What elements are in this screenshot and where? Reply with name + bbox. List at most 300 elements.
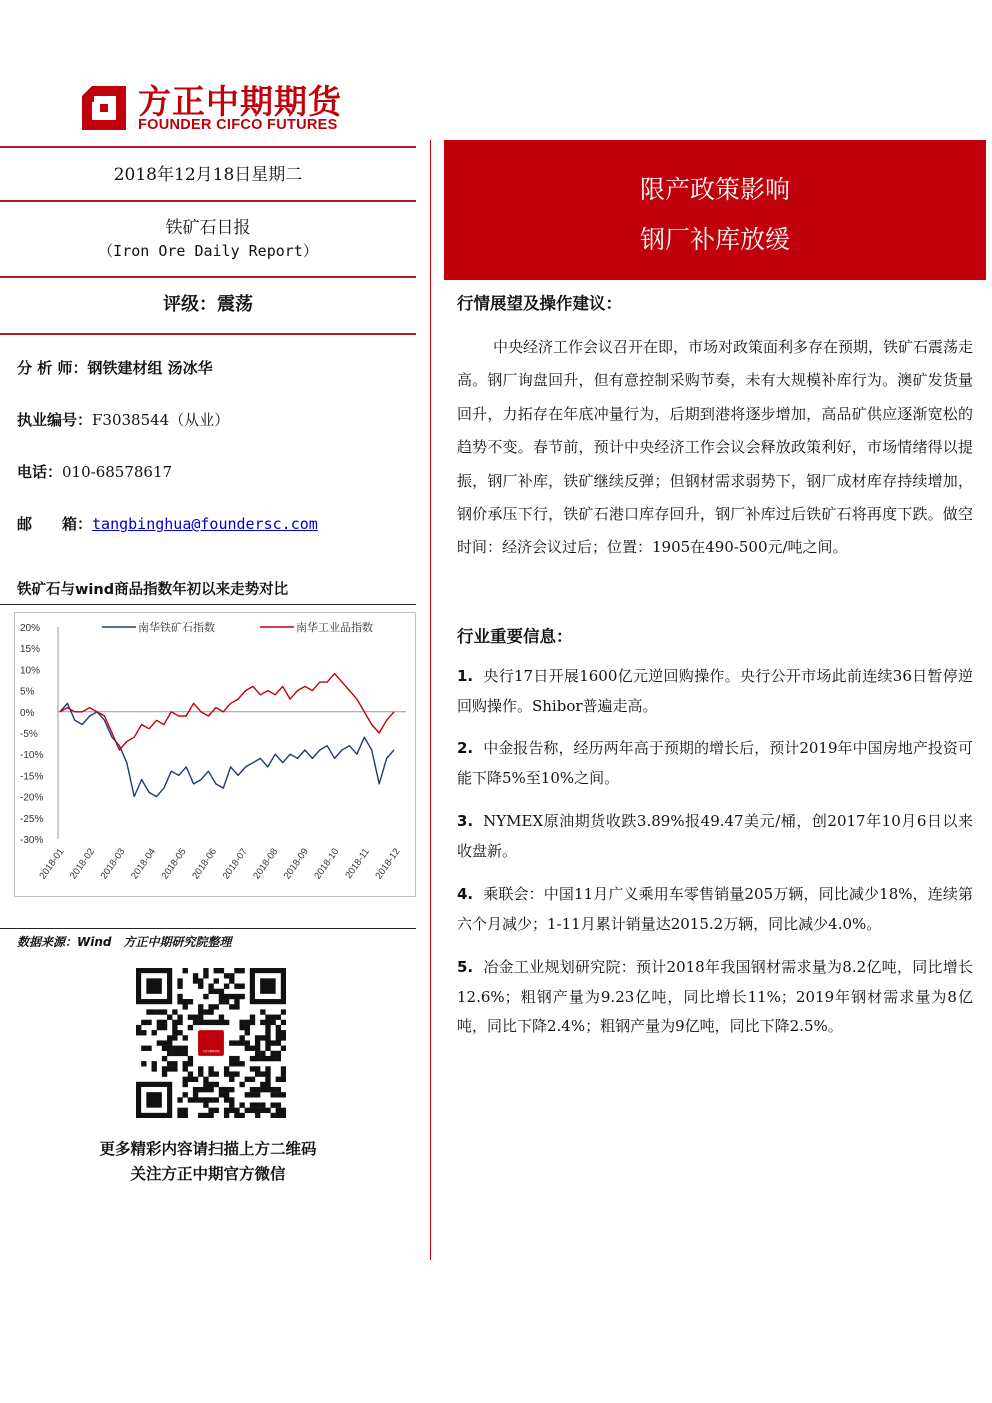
qr-module <box>265 1046 270 1051</box>
qr-module <box>208 1071 213 1076</box>
qr-module <box>141 1061 146 1066</box>
rating: 评级：震荡 <box>163 294 253 315</box>
qr-module <box>229 978 234 983</box>
qr-module <box>157 1009 162 1014</box>
qr-module <box>239 1102 244 1107</box>
qr-module <box>172 1051 177 1056</box>
qr-module <box>239 984 244 989</box>
qr-module <box>177 1046 182 1051</box>
qr-module <box>224 1020 229 1025</box>
y-tick-label: -30% <box>20 835 44 846</box>
x-tick-label: 2018-04 <box>129 846 159 882</box>
qr-module <box>265 1040 270 1045</box>
qr-module <box>203 1087 208 1092</box>
qr-module <box>162 1040 167 1045</box>
x-tick-label: 2018-11 <box>343 846 372 881</box>
brand-name-en: FOUNDER CIFCO FUTURES <box>138 117 338 133</box>
qr-module <box>265 1071 270 1076</box>
qr-module <box>198 978 203 983</box>
news-number: 3. <box>457 812 474 830</box>
divider-rule <box>0 333 416 335</box>
qr-module <box>276 1102 281 1107</box>
qr-module <box>183 999 188 1004</box>
phone-line <box>17 461 172 482</box>
qr-module <box>141 1046 146 1051</box>
qr-module <box>167 1035 172 1040</box>
qr-module <box>162 1025 167 1030</box>
qr-module <box>157 1040 162 1045</box>
qr-module <box>172 1025 177 1030</box>
qr-module <box>239 968 244 973</box>
qr-module <box>245 1020 250 1025</box>
qr-module <box>250 1108 255 1113</box>
trend-chart <box>14 612 416 897</box>
qr-module <box>198 1113 203 1118</box>
qr-module <box>224 1066 229 1071</box>
chart-bottom-rule <box>0 928 416 929</box>
qr-module <box>250 1092 255 1097</box>
license-label: 执业编号： <box>17 411 93 429</box>
qr-module <box>208 1113 213 1118</box>
qr-module <box>276 1030 281 1035</box>
qr-module <box>167 1046 172 1051</box>
qr-module <box>203 1102 208 1107</box>
qr-module <box>183 1113 188 1118</box>
qr-module <box>177 1108 182 1113</box>
qr-module <box>152 1030 157 1035</box>
qr-module <box>141 1020 146 1025</box>
qr-module <box>198 1087 203 1092</box>
qr-module <box>265 1108 270 1113</box>
qr-module <box>172 1061 177 1066</box>
qr-module <box>229 1061 234 1066</box>
qr-module <box>172 1020 177 1025</box>
qr-module <box>198 1071 203 1076</box>
qr-module <box>172 1035 177 1040</box>
qr-module <box>255 1087 260 1092</box>
analyst-line <box>17 357 213 378</box>
qr-module <box>255 1092 260 1097</box>
x-tick-label: 2018-08 <box>251 846 281 882</box>
qr-module <box>183 1035 188 1040</box>
qr-caption-2: 关注方正中期官方微信 <box>130 1165 286 1183</box>
qr-module <box>255 1102 260 1107</box>
qr-module <box>270 1020 275 1025</box>
qr-module <box>146 1046 151 1051</box>
qr-module <box>183 1077 188 1082</box>
qr-module <box>265 1087 270 1092</box>
news-text: NYMEX原油期货收跌3.89%报49.47美元/桶，创2017年10月6日以来收盘新。 <box>457 812 973 860</box>
report-date: 2018年12月18日星期二 <box>113 165 303 185</box>
qr-module <box>219 968 224 973</box>
qr-module <box>229 1102 234 1107</box>
qr-module <box>270 1015 275 1020</box>
y-tick-label: -15% <box>20 771 44 783</box>
qr-module <box>245 1108 250 1113</box>
qr-module <box>177 994 182 999</box>
qr-module <box>183 1066 188 1071</box>
license-line <box>17 409 229 430</box>
qr-module <box>260 1009 265 1014</box>
qr-module <box>260 1035 265 1040</box>
qr-module <box>208 1108 213 1113</box>
qr-module <box>255 1108 260 1113</box>
phone-label: 电话： <box>17 463 63 481</box>
qr-module <box>172 1046 177 1051</box>
qr-module <box>208 1066 213 1071</box>
qr-module <box>208 989 213 994</box>
email-link[interactable]: tangbinghua@foundersc.com <box>92 515 318 533</box>
qr-module <box>255 1051 260 1056</box>
license-value: F3038544（从业） <box>92 411 230 429</box>
qr-module <box>214 1108 219 1113</box>
news-heading: 行业重要信息： <box>457 627 573 646</box>
qr-module <box>177 978 182 983</box>
qr-module <box>245 1077 250 1082</box>
qr-module <box>276 1113 281 1118</box>
qr-module <box>224 994 229 999</box>
qr-module <box>281 1066 286 1071</box>
qr-module <box>214 1097 219 1102</box>
qr-module <box>276 1092 281 1097</box>
qr-center-label: 方正中期研究院 <box>202 1049 220 1053</box>
qr-module <box>146 1009 151 1014</box>
qr-module <box>250 1087 255 1092</box>
wechat-qr-code[interactable] <box>136 968 286 1118</box>
qr-module <box>193 1020 198 1025</box>
qr-caption-1: 更多精彩内容请扫描上方二维码 <box>99 1140 317 1158</box>
qr-module <box>239 1061 244 1066</box>
news-item <box>457 662 973 721</box>
headline-line-2: 钢厂补库放缓 <box>639 225 790 254</box>
y-tick-label: 5% <box>20 686 35 698</box>
qr-module <box>167 1051 172 1056</box>
qr-module <box>198 1066 203 1071</box>
qr-module <box>229 1040 234 1045</box>
qr-module <box>152 1066 157 1071</box>
qr-module <box>276 1108 281 1113</box>
y-tick-label: 15% <box>20 644 41 656</box>
qr-module <box>172 1066 177 1071</box>
qr-module <box>141 1030 146 1035</box>
qr-module <box>265 1035 270 1040</box>
qr-module <box>224 973 229 978</box>
qr-module <box>255 1035 260 1040</box>
qr-module <box>234 984 239 989</box>
qr-module <box>183 1051 188 1056</box>
news-number: 4. <box>457 885 474 903</box>
qr-module <box>260 1051 265 1056</box>
qr-module <box>198 1009 203 1014</box>
qr-module <box>224 1113 229 1118</box>
qr-module <box>260 1082 265 1087</box>
qr-module <box>208 1087 213 1092</box>
qr-module <box>203 1077 208 1082</box>
qr-module <box>188 999 193 1004</box>
qr-module <box>260 1108 265 1113</box>
qr-module <box>152 1009 157 1014</box>
qr-module <box>276 1035 281 1040</box>
qr-module <box>276 1077 281 1082</box>
x-tick-label: 2018-03 <box>98 846 128 882</box>
qr-module <box>193 1097 198 1102</box>
qr-module <box>167 1061 172 1066</box>
news-number: 1. <box>457 667 474 685</box>
qr-module <box>188 1015 193 1020</box>
qr-module <box>281 1035 286 1040</box>
qr-module <box>281 1009 286 1014</box>
divider-rule <box>0 146 416 148</box>
qr-module <box>177 1113 182 1118</box>
qr-module <box>214 1071 219 1076</box>
y-tick-label: -5% <box>20 729 38 740</box>
qr-module <box>203 994 208 999</box>
qr-module <box>281 1077 286 1082</box>
qr-module <box>265 1077 270 1082</box>
qr-module <box>172 1030 177 1035</box>
qr-module <box>193 1092 198 1097</box>
chart-top-rule <box>0 604 416 605</box>
x-tick-label: 2018-12 <box>373 846 403 882</box>
qr-module <box>214 968 219 973</box>
qr-module <box>281 1113 286 1118</box>
analyst-value: 钢铁建材组 汤冰华 <box>87 359 213 377</box>
qr-module <box>229 994 234 999</box>
news-text: 冶金工业规划研究院：预计2018年我国钢材需求量为8.2亿吨，同比增长12.6%；粗钢产量为9.23亿吨，同比增长11%；2019年钢材需求量为8亿吨，同比下降2.4%；粗钢产量为9亿吨，同比下降2.5%。 <box>457 958 973 1035</box>
qr-module <box>214 1004 219 1009</box>
x-tick-label: 2018-09 <box>281 846 311 882</box>
qr-module <box>162 1066 167 1071</box>
qr-module <box>193 1015 198 1020</box>
qr-module <box>188 1025 193 1030</box>
qr-module <box>250 1077 255 1082</box>
qr-module <box>224 1108 229 1113</box>
qr-module <box>260 1087 265 1092</box>
qr-module <box>183 1092 188 1097</box>
qr-module <box>281 1020 286 1025</box>
qr-module <box>208 1004 213 1009</box>
qr-module <box>255 1046 260 1051</box>
qr-module <box>255 1056 260 1061</box>
qr-module <box>183 1108 188 1113</box>
qr-module <box>234 1108 239 1113</box>
qr-module <box>219 1092 224 1097</box>
news-item <box>457 880 973 939</box>
qr-module <box>239 1035 244 1040</box>
qr-module <box>270 1051 275 1056</box>
qr-finder-center <box>260 978 276 994</box>
qr-module <box>239 1020 244 1025</box>
y-tick-label: 0% <box>20 707 35 719</box>
qr-module <box>219 989 224 994</box>
qr-module <box>224 984 229 989</box>
x-tick-label: 2018-10 <box>312 846 342 882</box>
qr-module <box>198 1020 203 1025</box>
qr-module <box>208 1082 213 1087</box>
qr-module <box>203 1113 208 1118</box>
qr-module <box>255 1071 260 1076</box>
qr-module <box>188 1071 193 1076</box>
qr-module <box>276 1087 281 1092</box>
qr-module <box>224 999 229 1004</box>
qr-module <box>188 1097 193 1102</box>
qr-module <box>229 1071 234 1076</box>
qr-module <box>177 1030 182 1035</box>
qr-module <box>167 1066 172 1071</box>
qr-module <box>198 1015 203 1020</box>
qr-module <box>183 1046 188 1051</box>
qr-module <box>276 1025 281 1030</box>
qr-finder-center <box>146 978 162 994</box>
qr-module <box>281 1046 286 1051</box>
report-title: 铁矿石日报 <box>165 218 251 238</box>
qr-module <box>229 1056 234 1061</box>
qr-module <box>255 1066 260 1071</box>
qr-module <box>260 1071 265 1076</box>
qr-module <box>276 1015 281 1020</box>
qr-module <box>239 1082 244 1087</box>
qr-module <box>270 1102 275 1107</box>
qr-module <box>265 1020 270 1025</box>
email-line <box>17 513 318 534</box>
qr-module <box>183 968 188 973</box>
news-item <box>457 807 973 866</box>
column-divider <box>430 140 431 1260</box>
qr-module <box>229 973 234 978</box>
qr-module <box>198 1004 203 1009</box>
qr-module <box>177 999 182 1004</box>
qr-module <box>136 1030 141 1035</box>
qr-module <box>203 1097 208 1102</box>
divider-rule <box>0 200 416 202</box>
qr-module <box>265 1066 270 1071</box>
qr-module <box>193 973 198 978</box>
divider-rule <box>0 276 416 278</box>
qr-module <box>157 1020 162 1025</box>
qr-module <box>265 1056 270 1061</box>
qr-module <box>250 1046 255 1051</box>
email-label: 邮 箱： <box>17 515 93 533</box>
qr-module <box>177 1097 182 1102</box>
qr-module <box>183 1061 188 1066</box>
qr-module <box>281 1030 286 1035</box>
qr-module <box>203 973 208 978</box>
qr-module <box>224 1092 229 1097</box>
qr-module <box>214 978 219 983</box>
report-title-en: （Iron Ore Daily Report） <box>98 242 318 260</box>
qr-module <box>229 1097 234 1102</box>
qr-module <box>260 1056 265 1061</box>
qr-module <box>239 1040 244 1045</box>
qr-module <box>245 1040 250 1045</box>
brand-name-cn: 方正中期期货 <box>138 82 342 121</box>
qr-module <box>177 1015 182 1020</box>
qr-module <box>177 1051 182 1056</box>
qr-module <box>219 994 224 999</box>
qr-module <box>214 1082 219 1087</box>
qr-module <box>203 1009 208 1014</box>
y-tick-label: -25% <box>20 813 44 825</box>
qr-module <box>193 1077 198 1082</box>
qr-module <box>203 1082 208 1087</box>
qr-module <box>250 1056 255 1061</box>
qr-module <box>162 1071 167 1076</box>
qr-module <box>265 1082 270 1087</box>
qr-module <box>177 984 182 989</box>
qr-module <box>229 1087 234 1092</box>
qr-module <box>265 1030 270 1035</box>
qr-module <box>255 1113 260 1118</box>
qr-module <box>229 1077 234 1082</box>
qr-module <box>250 1015 255 1020</box>
qr-module <box>234 999 239 1004</box>
headline-line-1: 限产政策影响 <box>639 175 790 204</box>
qr-module <box>234 994 239 999</box>
qr-module <box>224 1097 229 1102</box>
qr-module <box>208 984 213 989</box>
qr-module <box>276 1056 281 1061</box>
qr-module <box>162 1009 167 1014</box>
qr-module <box>260 1020 265 1025</box>
qr-module <box>234 968 239 973</box>
legend-label: 南华工业品指数 <box>296 621 373 634</box>
qr-module <box>136 1025 141 1030</box>
qr-module <box>146 1020 151 1025</box>
qr-module <box>234 1040 239 1045</box>
qr-finder-center <box>146 1092 162 1108</box>
qr-module <box>157 1025 162 1030</box>
qr-module <box>270 1087 275 1092</box>
qr-module <box>167 1040 172 1045</box>
x-tick-label: 2018-05 <box>159 846 189 882</box>
headline-banner <box>444 140 986 280</box>
x-tick-label: 2018-01 <box>37 846 67 882</box>
qr-module <box>167 1015 172 1020</box>
qr-module <box>270 1040 275 1045</box>
data-source: 数据来源：Wind 方正中期研究院整理 <box>17 935 232 949</box>
qr-module <box>234 1061 239 1066</box>
x-tick-label: 2018-06 <box>190 846 220 882</box>
qr-module <box>224 1087 229 1092</box>
qr-module <box>183 1004 188 1009</box>
qr-module <box>214 989 219 994</box>
qr-module <box>265 1025 270 1030</box>
qr-module <box>276 1051 281 1056</box>
qr-module <box>239 1025 244 1030</box>
qr-module <box>234 1071 239 1076</box>
qr-module <box>162 1020 167 1025</box>
qr-module <box>281 1092 286 1097</box>
qr-module <box>162 1056 167 1061</box>
qr-module <box>260 1102 265 1107</box>
qr-module <box>219 999 224 1004</box>
qr-module <box>219 1015 224 1020</box>
qr-module <box>203 968 208 973</box>
qr-module <box>239 994 244 999</box>
qr-module <box>234 1113 239 1118</box>
qr-module <box>188 1061 193 1066</box>
qr-module <box>270 1056 275 1061</box>
qr-module <box>219 1020 224 1025</box>
qr-module <box>162 1046 167 1051</box>
qr-module <box>265 1015 270 1020</box>
chart-title: 铁矿石与wind商品指数年初以来走势对比 <box>17 582 289 598</box>
qr-module <box>193 1087 198 1092</box>
x-tick-label: 2018-07 <box>220 846 250 882</box>
y-tick-label: -20% <box>20 792 44 804</box>
qr-module <box>276 1040 281 1045</box>
founder-logo-icon <box>78 82 130 134</box>
